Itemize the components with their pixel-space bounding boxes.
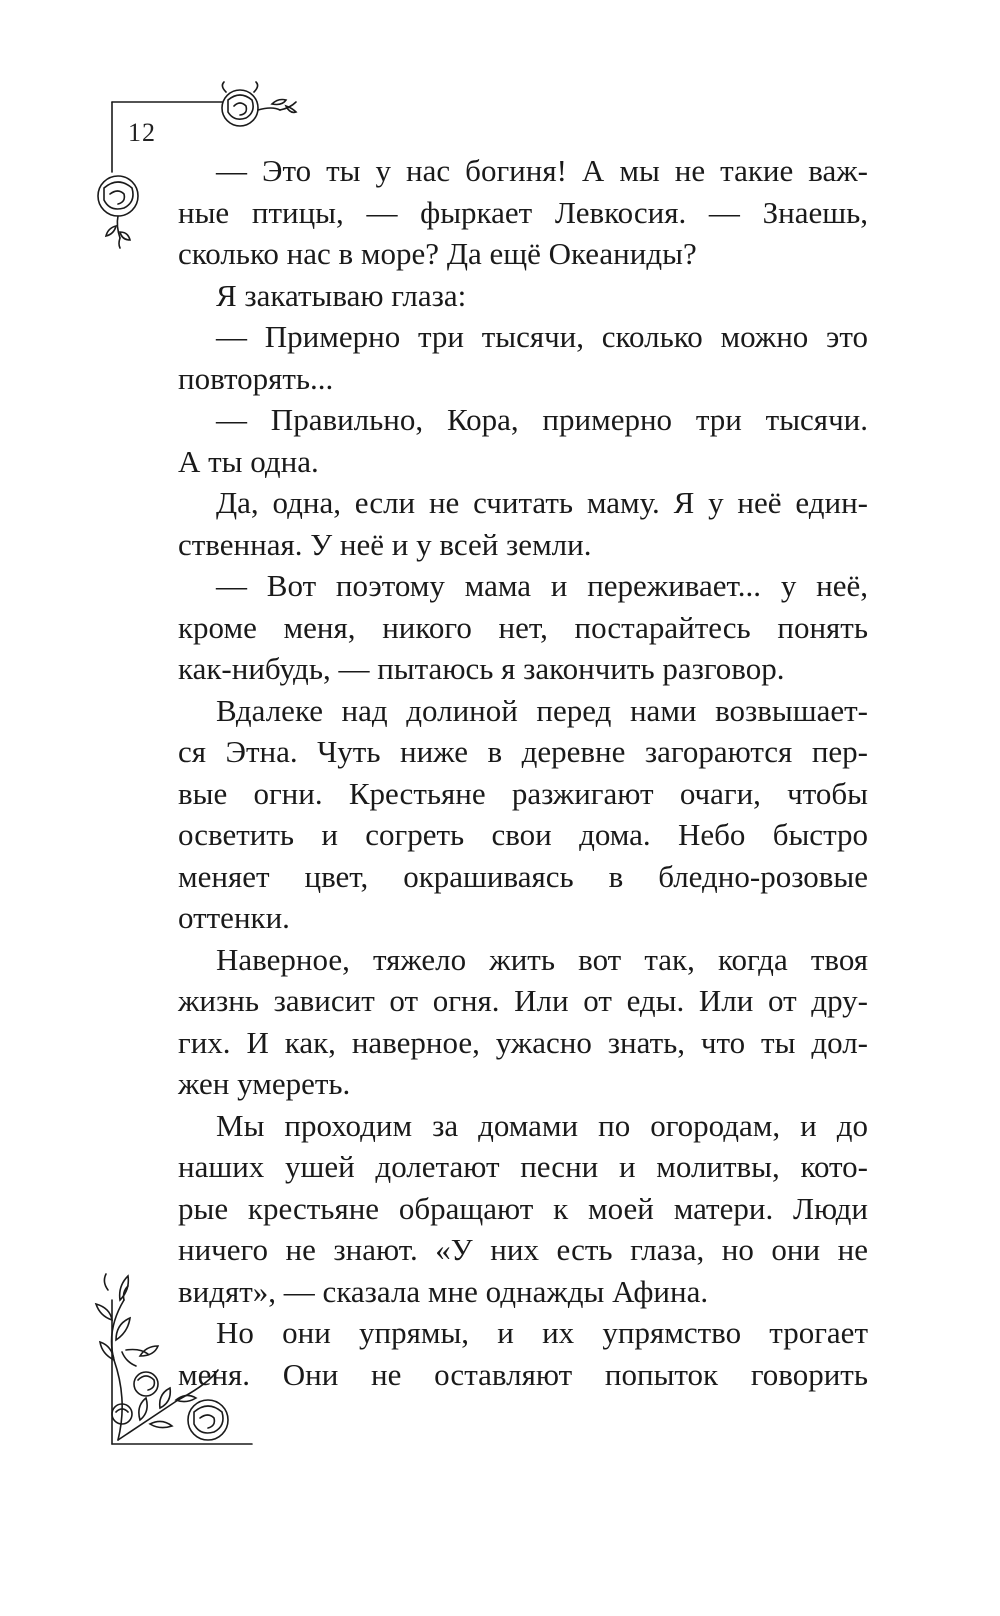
text-line: осветить и согреть свои дома. Небо быстро xyxy=(178,817,868,852)
text-line: Мы проходим за домами по огородам, и до xyxy=(216,1107,868,1143)
text-line: кроме меня, никого нет, постарайтесь понять xyxy=(178,609,868,645)
text-line: вые огни. Крестьяне разжигают очаги, чтобы xyxy=(178,775,868,811)
text-line: — Вот поэтому мама и переживает... у неё, xyxy=(216,568,868,603)
text-line: Да, одна, если не считать маму. Я у неё един- xyxy=(216,485,868,520)
text-line: рые крестьяне обращают к моей матери. Люди xyxy=(178,1190,868,1226)
page-number: 12 xyxy=(128,118,156,147)
body-text xyxy=(178,150,868,1395)
text-line: Я закатываю глаза: xyxy=(216,277,467,313)
text-line: оттенки. xyxy=(178,900,290,935)
text-line: А ты одна. xyxy=(178,443,319,479)
top-rose-icon xyxy=(222,82,296,126)
text-line: сколько нас в море? Да ещё Океаниды? xyxy=(178,236,697,271)
text-line: — Правильно, Кора, примерно три тысячи. xyxy=(216,402,868,437)
text-line: как-нибудь, — пытаюсь я закончить разговор. xyxy=(178,651,785,686)
text-line: ся Этна. Чуть ниже в деревне загораются пер- xyxy=(178,734,868,769)
text-line: повторять... xyxy=(178,360,334,396)
left-rose-icon xyxy=(98,176,138,248)
text-line: видят», — сказала мне однажды Афина. xyxy=(178,1273,709,1309)
text-line: жен умереть. xyxy=(178,1066,351,1101)
text-line: — Это ты у нас богиня! А мы не такие важ- xyxy=(216,153,868,188)
text-line: наших ушей долетают песни и молитвы, кото- xyxy=(178,1149,868,1184)
text-line: ные птицы, — фыркает Левкосия. — Знаешь, xyxy=(178,194,868,230)
text-line: меня. Они не оставляют попыток говорить xyxy=(178,1356,868,1392)
text-line: ственная. У неё и у всей земли. xyxy=(178,526,592,562)
text-line: Наверное, тяжело жить вот так, когда твоя xyxy=(216,941,868,977)
text-line: Вдалеке над долиной перед нами возвышает- xyxy=(216,692,868,728)
text-line: гих. И как, наверное, ужасно знать, что ты дол- xyxy=(178,1024,868,1060)
text-line: — Примерно три тысячи, сколько можно это xyxy=(216,319,868,354)
text-line: жизнь зависит от огня. Или от еды. Или от дру- xyxy=(178,983,868,1018)
text-line: ничего не знают. «У них есть глаза, но они не xyxy=(178,1232,868,1267)
text-line: Но они упрямы, и их упрямство трогает xyxy=(216,1315,868,1350)
text-line: меняет цвет, окрашиваясь в бледно-розовые xyxy=(178,858,868,894)
